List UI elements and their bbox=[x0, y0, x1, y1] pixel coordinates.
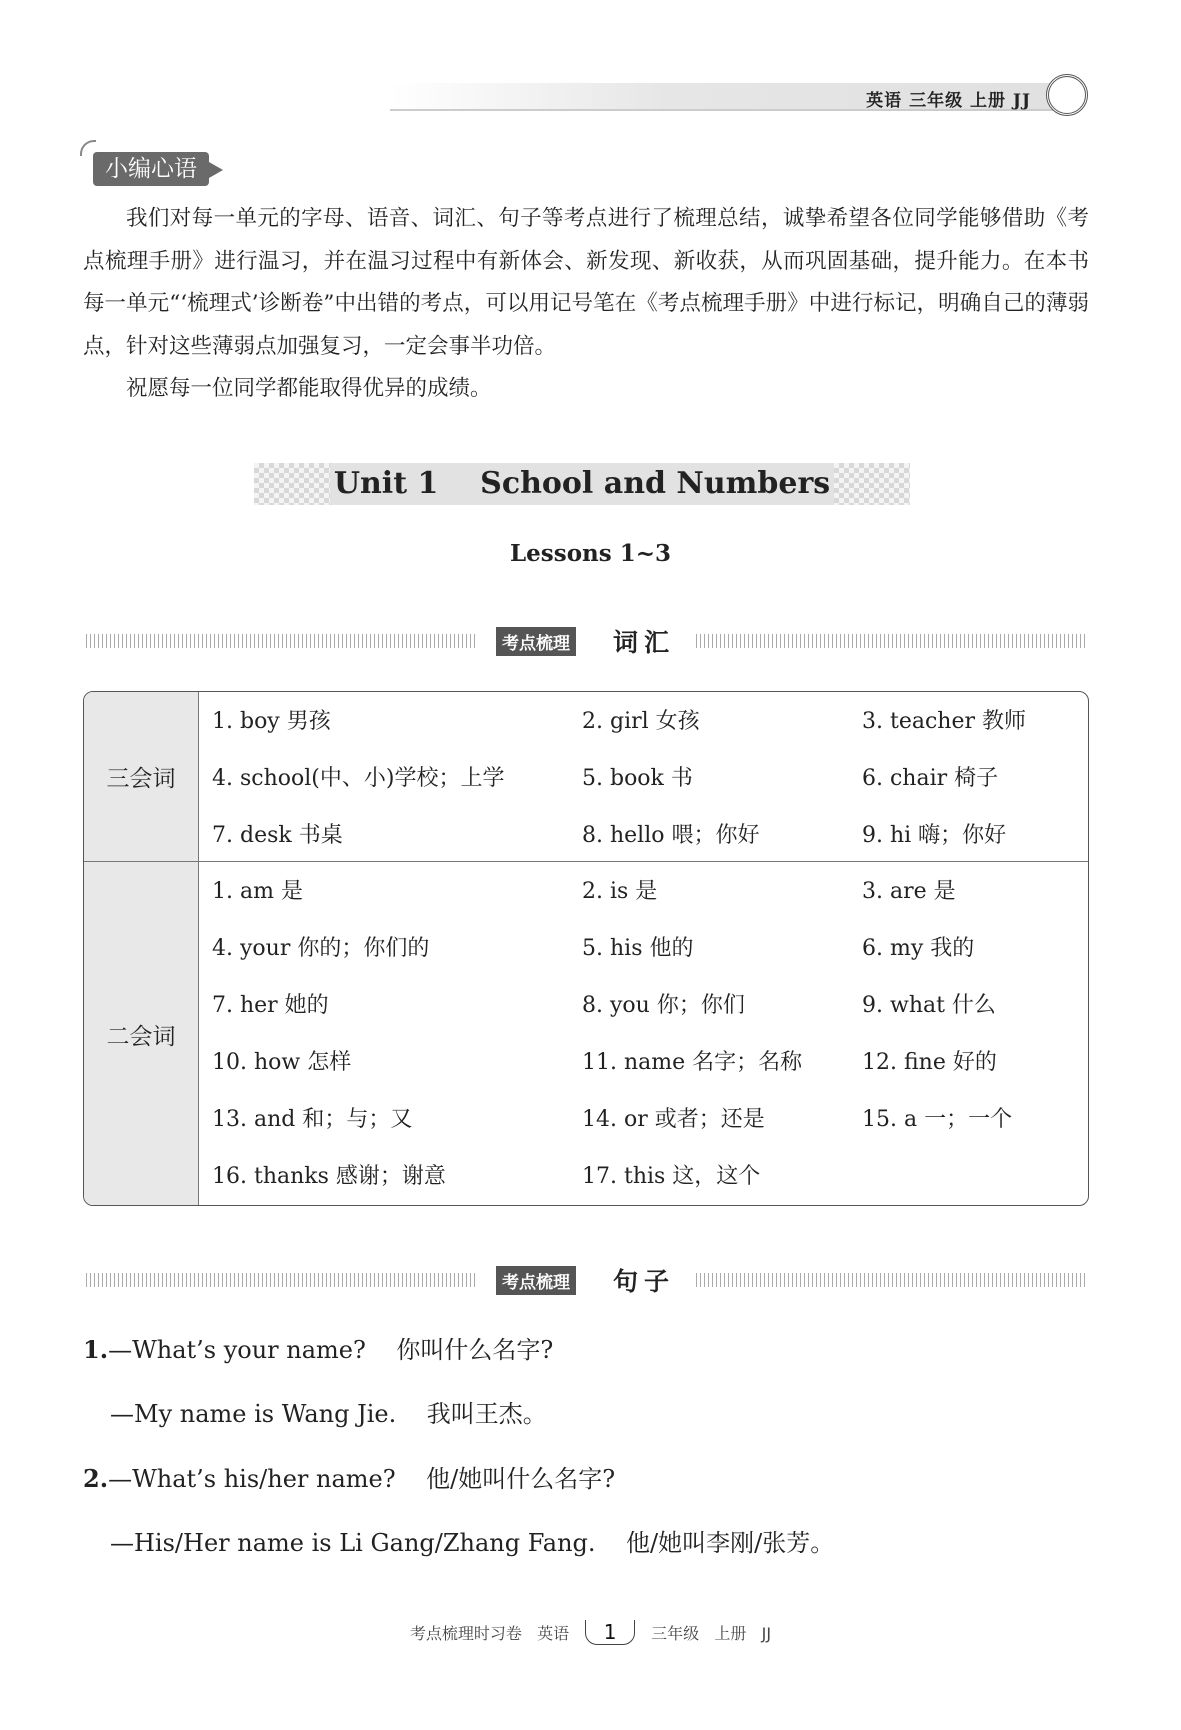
intro-badge: 小编心语 bbox=[93, 152, 209, 186]
header-title: 英语 三年级 上册 JJ bbox=[866, 91, 1031, 111]
page-number: 1 bbox=[585, 1620, 635, 1645]
intro-paragraph: 祝愿每一位同学都能取得优异的成绩。 bbox=[126, 376, 492, 401]
vocab-item: 3. are 是 bbox=[862, 879, 956, 904]
vocab-item: 10. how 怎样 bbox=[212, 1050, 352, 1075]
vocab-item: 9. what 什么 bbox=[862, 993, 996, 1018]
vocab-group-label: 二会词 bbox=[84, 862, 199, 1206]
vocab-item: 1. am 是 bbox=[212, 879, 303, 904]
section-header-sentences bbox=[83, 1264, 1089, 1294]
section-tag: 考点梳理 bbox=[496, 1266, 576, 1295]
sentence-text: —What’s his/her name? 他/她叫什么名字? bbox=[108, 1465, 616, 1493]
vocab-item: 14. or 或者；还是 bbox=[582, 1107, 765, 1132]
section-title: 句子 bbox=[613, 1267, 676, 1296]
vocab-item: 3. teacher 教师 bbox=[862, 709, 1026, 734]
section-title: 词汇 bbox=[613, 628, 676, 657]
intro-text bbox=[83, 198, 1089, 411]
publisher-logo bbox=[1046, 74, 1088, 116]
lessons-subtitle: Lessons 1~3 bbox=[510, 540, 671, 567]
vocab-item: 4. school(中、小)学校；上学 bbox=[212, 766, 505, 791]
vocab-item: 1. boy 男孩 bbox=[212, 709, 331, 734]
sentence-number: 1. bbox=[83, 1335, 109, 1364]
sentence-text: —His/Her name is Li Gang/Zhang Fang. 他/她叫李刚/张芳。 bbox=[110, 1529, 835, 1557]
sentence-line bbox=[110, 1394, 547, 1429]
vocab-item: 17. this 这，这个 bbox=[582, 1164, 761, 1189]
sentence-line bbox=[83, 1459, 615, 1494]
vocab-item: 6. my 我的 bbox=[862, 936, 975, 961]
vocab-item: 2. girl 女孩 bbox=[582, 709, 700, 734]
vocab-item: 13. and 和；与；又 bbox=[212, 1107, 413, 1132]
vocab-item: 6. chair 椅子 bbox=[862, 766, 999, 791]
vocab-group bbox=[84, 862, 1088, 1206]
unit-title: Unit 1 School and Numbers bbox=[330, 463, 834, 505]
vocab-item: 7. desk 书桌 bbox=[212, 823, 343, 848]
vocab-item: 12. fine 好的 bbox=[862, 1050, 997, 1075]
vocab-item: 16. thanks 感谢；谢意 bbox=[212, 1164, 446, 1189]
sentence-number: 2. bbox=[83, 1464, 109, 1493]
section-tag: 考点梳理 bbox=[496, 627, 576, 656]
vocab-item: 8. hello 喂；你好 bbox=[582, 823, 760, 848]
vocab-item: 4. your 你的；你们的 bbox=[212, 936, 430, 961]
section-header-vocab bbox=[83, 625, 1089, 655]
vocab-item: 5. book 书 bbox=[582, 766, 693, 791]
footer-right: 三年级 上册 JJ bbox=[651, 1624, 772, 1643]
vocab-item: 15. a 一；一个 bbox=[862, 1107, 1013, 1132]
vocab-item: 5. his 他的 bbox=[582, 936, 694, 961]
vocab-item: 2. is 是 bbox=[582, 879, 658, 904]
vocab-item: 9. hi 嗨；你好 bbox=[862, 823, 1007, 848]
sentence-line bbox=[83, 1330, 553, 1365]
vocab-group bbox=[84, 692, 1088, 862]
sentence-text: —My name is Wang Jie. 我叫王杰。 bbox=[110, 1400, 547, 1428]
vocab-item: 7. her 她的 bbox=[212, 993, 329, 1018]
vocab-item: 8. you 你；你们 bbox=[582, 993, 745, 1018]
sentence-line bbox=[110, 1523, 834, 1558]
footer bbox=[0, 1620, 1181, 1645]
vocab-item: 11. name 名字；名称 bbox=[582, 1050, 803, 1075]
sentence-text: —What’s your name? 你叫什么名字? bbox=[108, 1336, 554, 1364]
intro-paragraph: 我们对每一单元的字母、语音、词汇、句子等考点进行了梳理总结，诚挚希望各位同学能够借助《考点梳理手册》进行温习，并在温习过程中有新体会、新发现、新收获，从而巩固基础，提升能力。在本书每一单元“‘梳理式’诊断卷”中出错的考点，可以用记号笔在《考点梳理手册》中进行标记，明确自己的薄弱点，针对这些薄弱点加强复习，一定会事半功倍。 bbox=[83, 206, 1089, 359]
vocab-table bbox=[83, 691, 1089, 1206]
footer-left: 考点梳理时习卷 英语 bbox=[409, 1624, 570, 1643]
vocab-group-label: 三会词 bbox=[84, 692, 199, 861]
